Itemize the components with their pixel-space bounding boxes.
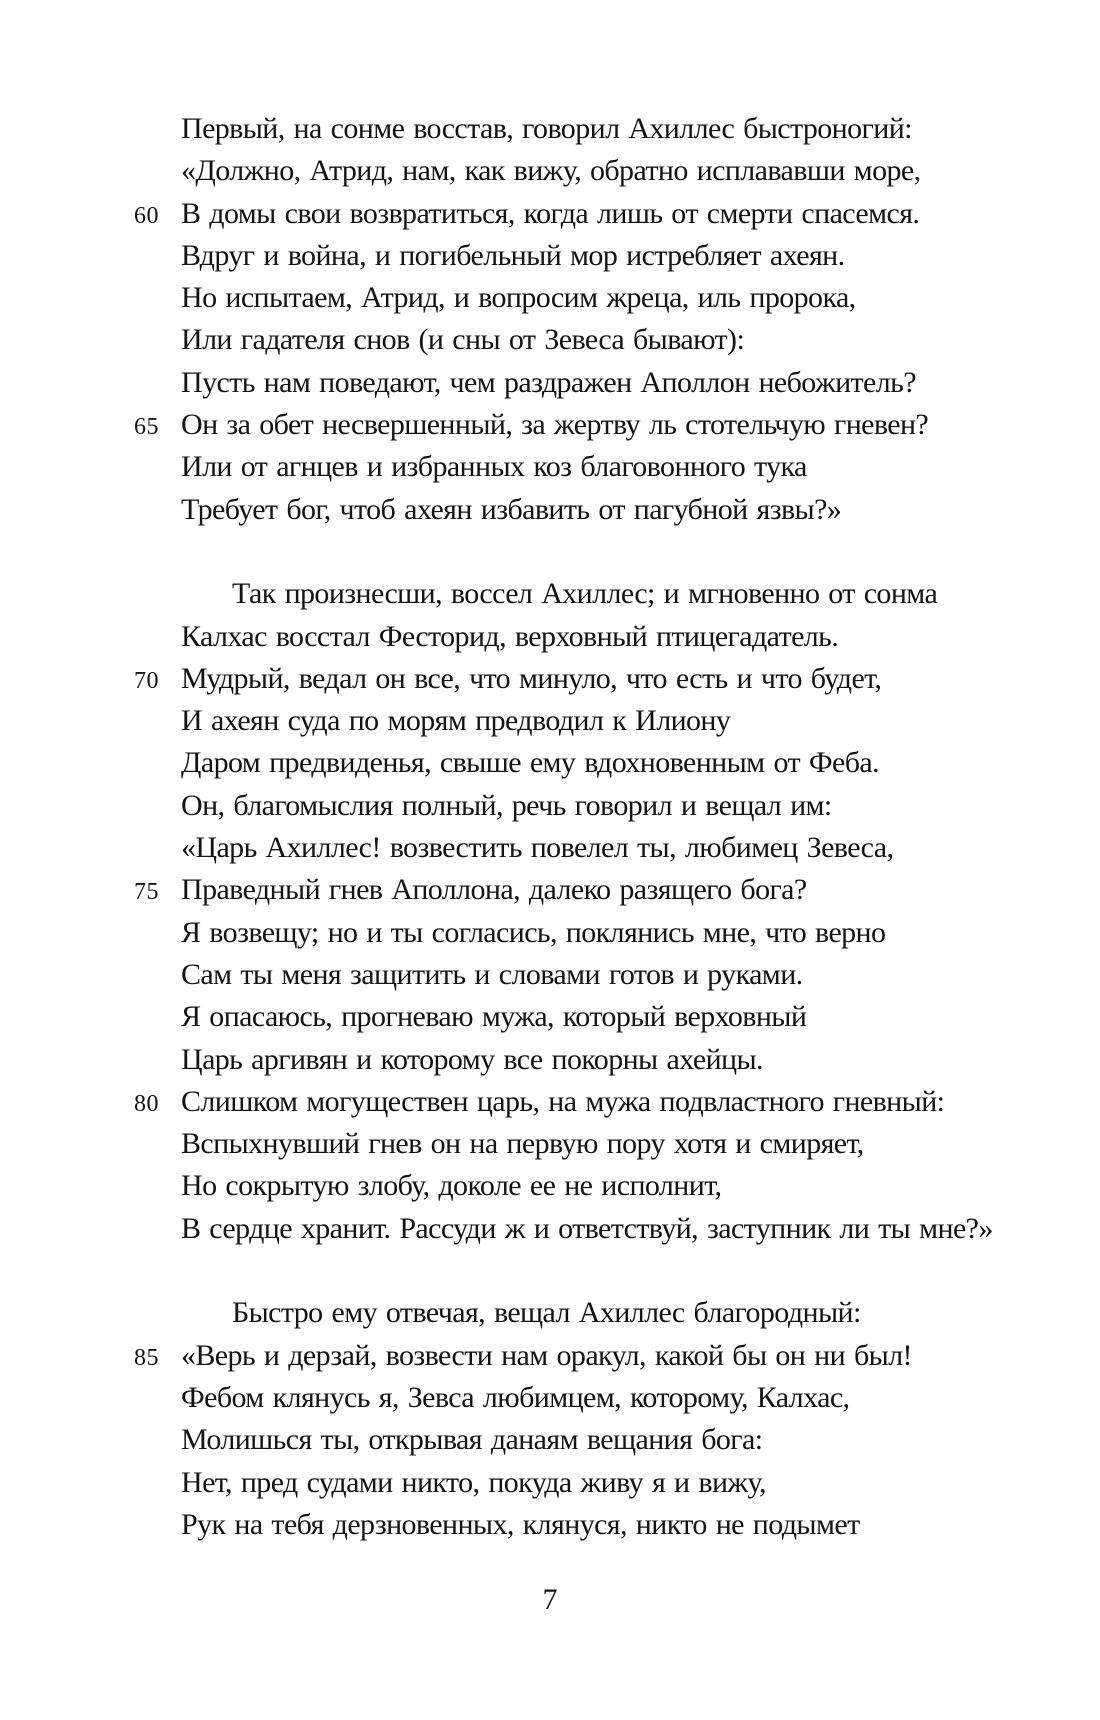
verse-text: Или гадателя снов (и сны от Зевеса бывают): [181, 323, 745, 357]
verse-text: Быстро ему отвечая, вещал Ахиллес благородный: [232, 1296, 861, 1330]
verse-line [0, 404, 1100, 446]
verse-text: Или от агнцев и избранных коз благовонного тука [181, 450, 807, 484]
verse-line [0, 996, 1100, 1038]
verse-line [0, 785, 1100, 827]
verse-line [0, 235, 1100, 277]
line-number: 60 [134, 202, 159, 229]
verse-line [0, 742, 1100, 784]
verse-line [0, 193, 1100, 235]
verse-line [0, 1165, 1100, 1207]
stanza-break [0, 1250, 1100, 1292]
verse-text: «Должно, Атрид, нам, как вижу, обратно исплававши море, [181, 154, 921, 188]
verse-text: Я возвещу; но и ты согласись, поклянись мне, что верно [181, 915, 886, 949]
verse-text: «Верь и дерзай, возвести нам оракул, какой бы он ни был! [181, 1338, 912, 1372]
verse-text: Но испытаем, Атрид, и вопросим жреца, иль пророка, [181, 281, 856, 315]
verse-line [0, 1123, 1100, 1165]
verse-text: «Царь Ахиллес! возвестить повелел ты, любимец Зевеса, [181, 831, 894, 865]
verse-line [0, 869, 1100, 911]
verse-text: Праведный гнев Аполлона, далеко разящего бога? [181, 873, 807, 907]
verse-line [0, 319, 1100, 361]
verse-line [0, 700, 1100, 742]
verse-line [0, 1419, 1100, 1461]
line-number: 75 [134, 879, 159, 906]
verse-line [0, 489, 1100, 531]
verse-text: Нет, пред судами никто, покуда живу я и вижу, [181, 1465, 766, 1499]
verse-line [0, 108, 1100, 150]
verse-text: Калхас восстал Фесторид, верховный птицегадатель. [181, 619, 839, 653]
verse-line [0, 446, 1100, 488]
verse-line [0, 1377, 1100, 1419]
verse-line [0, 954, 1100, 996]
verse-line [0, 573, 1100, 615]
line-number: 70 [134, 667, 159, 694]
verse-text: Вдруг и война, и погибельный мор истребляет ахеян. [181, 238, 845, 272]
verse-text: Вспыхнувший гнев он на первую пору хотя и смиряет, [181, 1127, 864, 1161]
verse-line [0, 362, 1100, 404]
verse-text: Я опасаюсь, прогневаю мужа, который верховный [181, 1000, 807, 1034]
verse-line [0, 1081, 1100, 1123]
page-number: 7 [542, 1583, 558, 1616]
verse-line [0, 1504, 1100, 1546]
verse-text: Требует бог, чтоб ахеян избавить от пагубной язвы?» [181, 492, 842, 526]
verse-line [0, 150, 1100, 192]
verse-line [0, 1292, 1100, 1334]
verse-text: Даром предвиденья, свыше ему вдохновенным от Феба. [181, 746, 879, 780]
verse-text: Фебом клянусь я, Зевса любимцем, которому, Калхас, [181, 1380, 850, 1414]
verse-text: Царь аргивян и которому все покорны ахейцы. [181, 1042, 763, 1076]
verse-text: Сам ты меня защитить и словами готов и руками. [181, 957, 803, 991]
verse-text: Мудрый, ведал он все, что минуло, что есть и что будет, [181, 661, 882, 695]
verse-line [0, 1039, 1100, 1081]
verse-text: Первый, на сонме восстав, говорил Ахиллес быстроногий: [181, 112, 912, 145]
verse-line [0, 616, 1100, 658]
verse-line [0, 1462, 1100, 1504]
verse-line [0, 1208, 1100, 1250]
stanza-break [0, 531, 1100, 573]
verse-text: Рук на тебя дерзновенных, клянуся, никто не подымет [181, 1507, 860, 1541]
poem-text [0, 108, 1100, 1546]
verse-text: Так произнесши, воссел Ахиллес; и мгновенно от сонма [232, 577, 938, 611]
verse-line [0, 827, 1100, 869]
verse-line [0, 277, 1100, 319]
verse-text: Но сокрытую злобу, доколе ее не исполнит, [181, 1169, 722, 1203]
verse-text: И ахеян суда по морям предводил к Илиону [181, 704, 731, 738]
line-number: 85 [134, 1344, 159, 1371]
line-number: 65 [134, 414, 159, 441]
line-number: 80 [134, 1090, 159, 1117]
verse-text: Он, благомыслия полный, речь говорил и вещал им: [181, 788, 832, 822]
verse-line [0, 658, 1100, 700]
verse-text: Он за обет несвершенный, за жертву ль стотельчую гневен? [181, 408, 929, 442]
verse-text: В домы свои возвратиться, когда лишь от смерти спасемся. [181, 196, 920, 230]
verse-text: Молишься ты, открывая данаям вещания бога: [181, 1423, 763, 1457]
verse-text: Пусть нам поведают, чем раздражен Аполлон небожитель? [181, 365, 916, 399]
verse-line [0, 1335, 1100, 1377]
verse-line [0, 912, 1100, 954]
verse-text: Слишком могуществен царь, на мужа подвластного гневный: [181, 1084, 945, 1118]
verse-text: В сердце хранит. Рассуди ж и ответствуй, заступник ли ты мне?» [181, 1211, 993, 1245]
